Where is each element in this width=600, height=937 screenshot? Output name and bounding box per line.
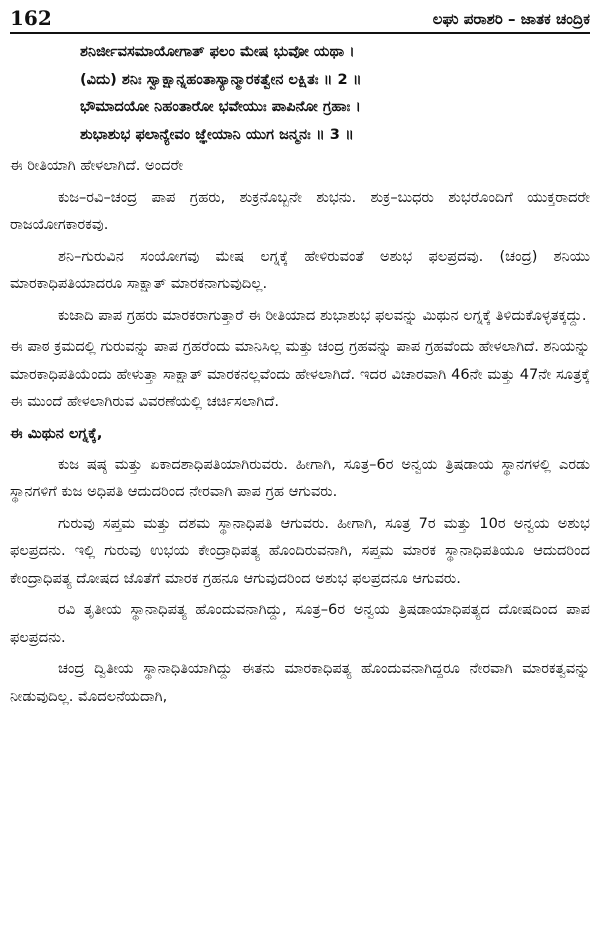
page-number: 162 (10, 6, 52, 30)
paragraph: ಈ ಪಾಠ ಕ್ರಮದಲ್ಲಿ ಗುರುವನ್ನು ಪಾಪ ಗ್ರಹರೆಂದು ಮಾನಿಸಿಲ್ಲ ಮತ್ತು ಚಂದ್ರ ಗ್ರಹವನ್ನು ಪಾಪ ಗ್ರಹವೆಂದು ಹೇಳಲಾಗಿದೆ. ಶನಿಯನ್ನು ಮಾರಕಾಧಿಪತಿಯೆಂದು ಹೇಳುತ್ತಾ ಸಾಕ್ಷಾತ್ ಮಾರಕನಲ್ಲವೆಂದು ಹೇಳಲಾಗಿದೆ. ಇದರ ವಿಚಾರವಾಗಿ 46ನೇ ಮತ್ತು 47ನೇ ಸೂತ್ರಕ್ಕೆ ಈ ಮುಂದೆ ಹೇಳಲಾಗಿರುವ ವಿವರಣೆಯಲ್ಲಿ ಚರ್ಚಿಸಲಾಗಿದೆ. (10, 338, 590, 410)
running-head: ಲಘು ಪರಾಶರಿ – ಜಾತಕ ಚಂದ್ರಿಕ (432, 10, 590, 28)
verse-line: ಶನಿರ್ಜೀವಸಮಾಯೋಗಾತ್ ಫಲಂ ಮೇಷ ಭುವೋ ಯಥಾ । (80, 43, 355, 60)
verse-line: ಭೌಮಾದಯೋ ನಿಹಂತಾರೋ ಭವೇಯುಃ ಪಾಪಿನೋ ಗ್ರಹಾಃ । (80, 98, 361, 115)
section-subheading: ಈ ಮಿಥುನ ಲಗ್ನಕ್ಕೆ, (10, 424, 103, 442)
header-rule (10, 32, 590, 34)
page-body (10, 38, 590, 933)
paragraph: ಶನಿ–ಗುರುವಿನ ಸಂಯೋಗವು ಮೇಷ ಲಗ್ನಕ್ಕೆ ಹೇಳಿರುವಂತೆ ಅಶುಭ ಫಲಪ್ರದವು. (ಚಂದ್ರ) ಶನಿಯು ಮಾರಕಾಧಿಪತಿಯಾದರೂ ಸಾಕ್ಷಾತ್ ಮಾರಕನಾಗುವುದಿಲ್ಲ. (10, 247, 590, 292)
paragraph: ಕುಜ–ರವಿ–ಚಂದ್ರ ಪಾಪ ಗ್ರಹರು, ಶುಕ್ರನೊಬ್ಬನೇ ಶುಭನು. ಶುಕ್ರ–ಬುಧರು ಶುಭರೊಂದಿಗೆ ಯುಕ್ತರಾದರೇ ರಾಜಯೋಗಕಾರಕವು. (10, 188, 590, 233)
paragraph: ರವಿ ತೃತೀಯ ಸ್ಥಾನಾಧಿಪತ್ಯ ಹೊಂದುವನಾಗಿದ್ದು, ಸೂತ್ರ–6ರ ಅನ್ವಯ ತ್ರಿಷಡಾಯಾಧಿಪತ್ಯದ ದೋಷದಿಂದ ಪಾಪ ಫಲಪ್ರದನು. (10, 601, 590, 646)
sanskrit-verses (10, 38, 590, 148)
paragraph: ಚಂದ್ರ ದ್ವಿತೀಯ ಸ್ಥಾನಾಧಿತಿಯಾಗಿದ್ದು ಈತನು ಮಾರಕಾಧಿಪತ್ಯ ಹೊಂದುವನಾಗಿದ್ದರೂ ನೇರವಾಗಿ ಮಾರಕತ್ವವನ್ನು ನೀಡುವುದಿಲ್ಲ. ಮೊದಲನೆಯದಾಗಿ, (10, 660, 590, 705)
paragraph: ಗುರುವು ಸಪ್ತಮ ಮತ್ತು ದಶಮ ಸ್ಥಾನಾಧಿಪತಿ ಆಗುವರು. ಹೀಗಾಗಿ, ಸೂತ್ರ 7ರ ಮತ್ತು 10ರ ಅನ್ವಯ ಅಶುಭ ಫಲಪ್ರದನು. ಇಲ್ಲಿ ಗುರುವು ಉಭಯ ಕೇಂದ್ರಾಧಿಪತ್ಯ ಹೊಂದಿರುವನಾಗಿ, ಸಪ್ತಮ ಮಾರಕ ಸ್ಥಾನಾಧಿಪತಿಯೂ ಆದುದರಿಂದ ಕೇಂದ್ರಾಧಿಪತ್ಯ ದೋಷದ ಜೊತೆಗೆ ಮಾರಕ ಗ್ರಹನೂ ಆಗುವುದರಿಂದ ಅಶುಭ ಫಲಪ್ರದನೂ ಆಗುವರು. (10, 514, 590, 587)
paragraph: ಈ ರೀತಿಯಾಗಿ ಹೇಳಲಾಗಿದೆ. ಅಂದರೇ (10, 157, 184, 174)
page-header (10, 2, 590, 30)
paragraph: ಕುಜಾದಿ ಪಾಪ ಗ್ರಹರು ಮಾರಕರಾಗುತ್ತಾರೆ ಈ ರೀತಿಯಾದ ಶುಭಾಶುಭ ಫಲವನ್ನು ಮಿಥುನ ಲಗ್ನಕ್ಕೆ ತಿಳಿದುಕೊಳ್ಳತಕ್ಕದ್ದು. (58, 306, 587, 324)
verse-line: (ವಿದು) ಶನಿಃ ಸ್ವಾಕ್ಷಾನ್ನಹಂತಾಸ್ಯಾನ್ಮಾರಕತ್ವೇನ ಲಕ್ಷಿತಃ ॥ 2 ॥ (80, 70, 362, 88)
verse-line: ಶುಭಾಶುಭ ಫಲಾನ್ಯೇವಂ ಜ್ಞೇಯಾನಿ ಯುಗ ಜನ್ಮನಃ ॥ 3 ॥ (80, 125, 354, 143)
paragraph: ಕುಜ ಷಷ್ಠ ಮತ್ತು ಏಕಾದಶಾಧಿಪತಿಯಾಗಿರುವರು. ಹೀಗಾಗಿ, ಸೂತ್ರ–6ರ ಅನ್ವಯ ತ್ರಿಷಡಾಯ ಸ್ಥಾನಗಳಲ್ಲಿ ಎರಡು ಸ್ಥಾನಗಳಿಗೆ ಕುಜ ಅಧಿಪತಿ ಆದುದರಿಂದ ನೇರವಾಗಿ ಪಾಪ ಗ್ರಹ ಆಗುವರು. (10, 455, 590, 500)
